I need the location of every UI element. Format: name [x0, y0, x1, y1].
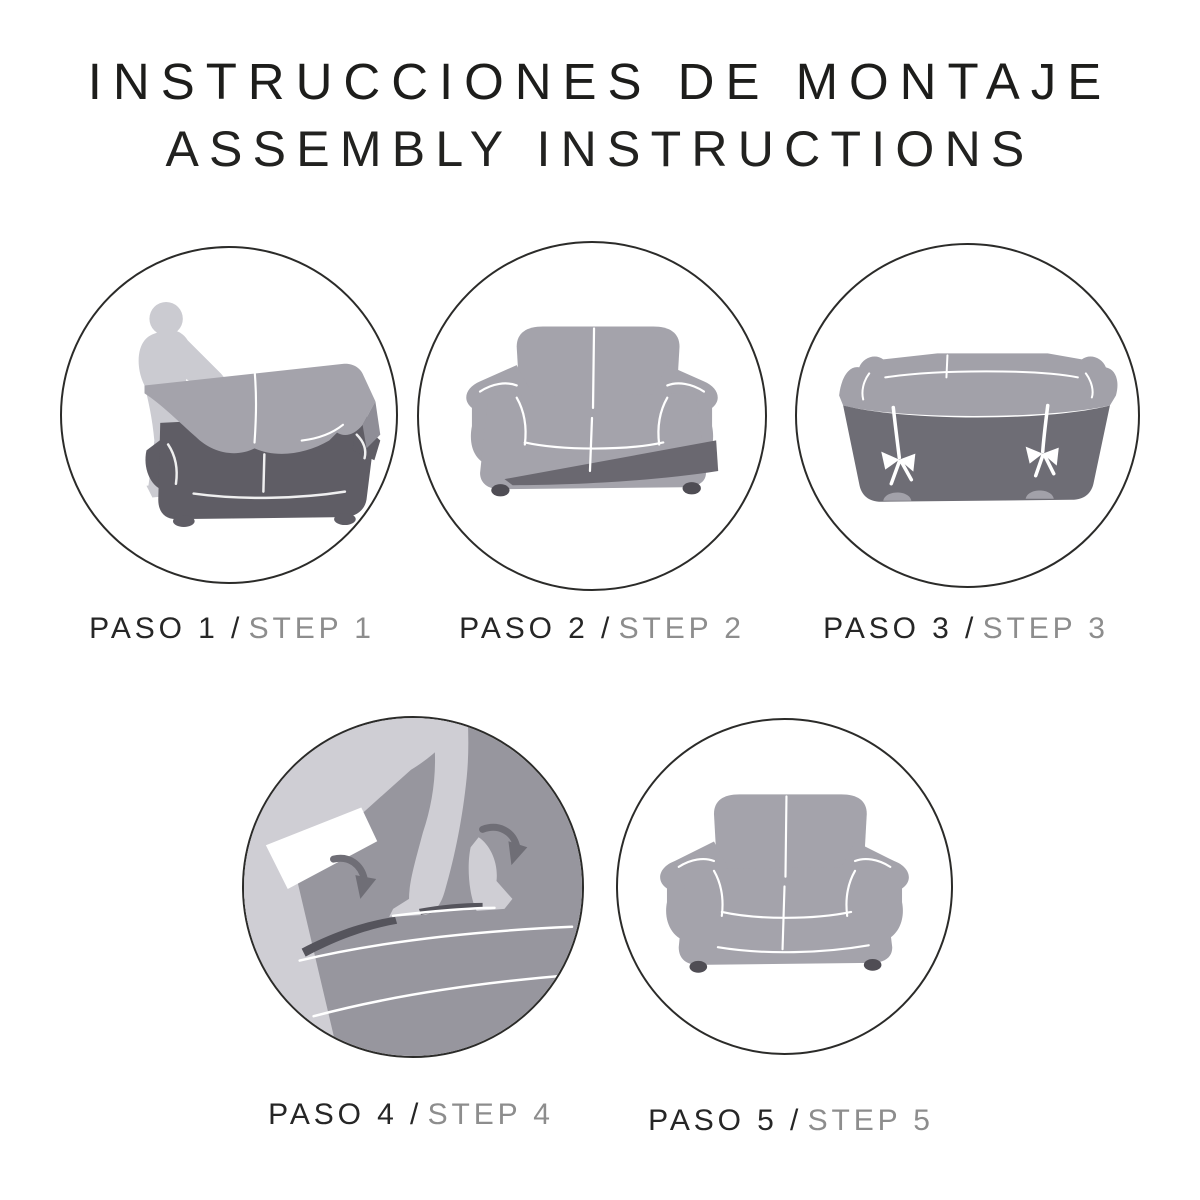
sofa-foot: [689, 961, 707, 973]
title-spanish: INSTRUCCIONES DE MONTAJE: [87, 53, 1113, 110]
step-4-illustration: [244, 718, 582, 1056]
step-1-paso-text: PASO 1 /: [89, 612, 244, 645]
step-2-circle: [417, 241, 767, 591]
step-4-circle: [242, 716, 584, 1058]
step-3-paso-text: PASO 3 /: [823, 612, 978, 645]
step-2-paso-text: PASO 2 /: [459, 612, 614, 645]
step-5-label: [648, 1104, 934, 1138]
sofa-foot: [491, 484, 509, 496]
step-5-paso-text: PASO 5 /: [648, 1104, 803, 1137]
step-5-step-text: STEP 5: [807, 1104, 934, 1137]
step-3-label: [823, 612, 1109, 646]
sofa-top-surface: [839, 353, 1117, 416]
step-3-step-text: STEP 3: [982, 612, 1109, 645]
sofa-foot: [864, 959, 882, 971]
step-3-illustration: [797, 245, 1138, 586]
step-1-circle: [60, 246, 398, 584]
step-2-label: [459, 612, 745, 646]
step-1-illustration: [62, 248, 396, 582]
step-1-label: [89, 612, 375, 646]
sofa-foot: [683, 482, 701, 494]
step-4-paso-text: PASO 4 /: [268, 1098, 423, 1131]
step-4-step-text: STEP 4: [427, 1098, 554, 1131]
step-2-illustration: [419, 243, 765, 589]
step-2-step-text: STEP 2: [618, 612, 745, 645]
title-english: ASSEMBLY INSTRUCTIONS: [165, 121, 1035, 177]
step-4-label: [268, 1098, 554, 1132]
step-5-circle: [616, 718, 953, 1055]
step-3-circle: [795, 243, 1140, 588]
covered-sofa: [660, 794, 909, 964]
step-5-illustration: [618, 720, 951, 1053]
step-1-step-text: STEP 1: [248, 612, 375, 645]
